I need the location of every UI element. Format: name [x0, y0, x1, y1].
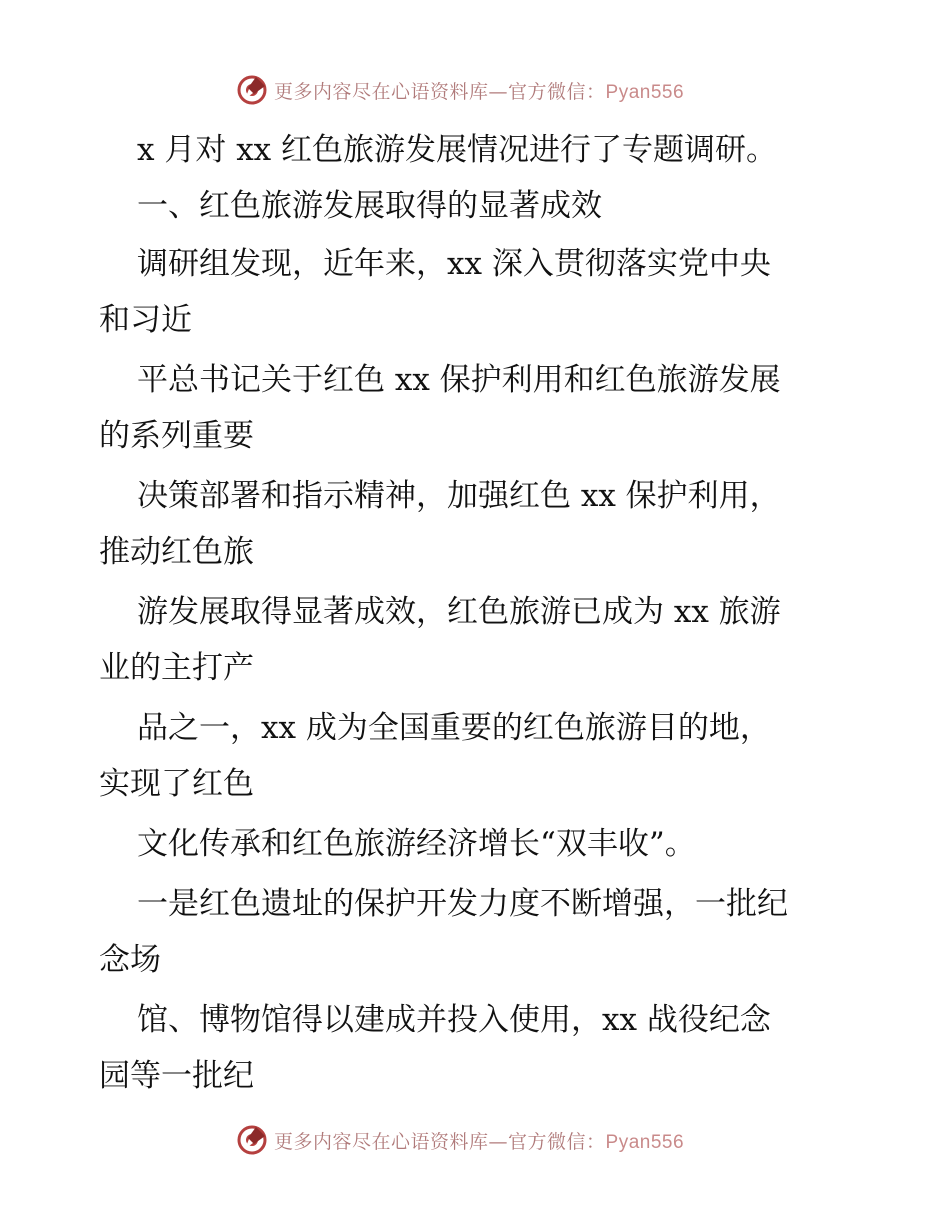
body-line-13: 文化传承和红色旅游经济增长“双丰收”。	[137, 826, 696, 862]
body-line-17: 园等一批纪	[99, 1058, 254, 1094]
body-line-8: 推动红色旅	[99, 534, 254, 570]
body-line-15: 念场	[99, 942, 161, 978]
pen-logo-icon	[236, 1124, 268, 1156]
body-line-14: 一是红色遗址的保护开发力度不断增强，一批纪	[137, 886, 788, 922]
body-line-5: 平总书记关于红色 xx 保护利用和红色旅游发展	[137, 362, 781, 398]
header-watermark-text: 更多内容尽在心语资料库—官方微信：Pyan556	[274, 80, 685, 103]
section-heading: 一、红色旅游发展取得的显著成效	[137, 188, 602, 224]
body-line-16: 馆、博物馆得以建成并投入使用，xx 战役纪念	[137, 1002, 771, 1038]
body-line-6: 的系列重要	[99, 418, 254, 454]
body-line-7: 决策部署和指示精神，加强红色 xx 保护利用，	[137, 478, 781, 514]
body-line-9: 游发展取得显著成效，红色旅游已成为 xx 旅游	[137, 594, 781, 630]
pen-logo-icon	[236, 74, 268, 106]
body-line-12: 实现了红色	[99, 766, 254, 802]
footer-watermark-text: 更多内容尽在心语资料库—官方微信：Pyan556	[274, 1130, 685, 1153]
body-line-11: 品之一，xx 成为全国重要的红色旅游目的地，	[137, 710, 771, 746]
body-line-1: x 月对 xx 红色旅游发展情况进行了专题调研。	[137, 132, 778, 168]
footer-watermark-account: Pyan556	[605, 1131, 685, 1153]
header-watermark-account: Pyan556	[605, 81, 685, 103]
header-watermark-banner	[236, 72, 684, 108]
body-line-4: 和习近	[99, 302, 192, 338]
body-line-3: 调研组发现，近年来，xx 深入贯彻落实党中央	[137, 246, 771, 282]
footer-watermark-banner	[236, 1122, 684, 1158]
body-line-10: 业的主打产	[99, 650, 254, 686]
